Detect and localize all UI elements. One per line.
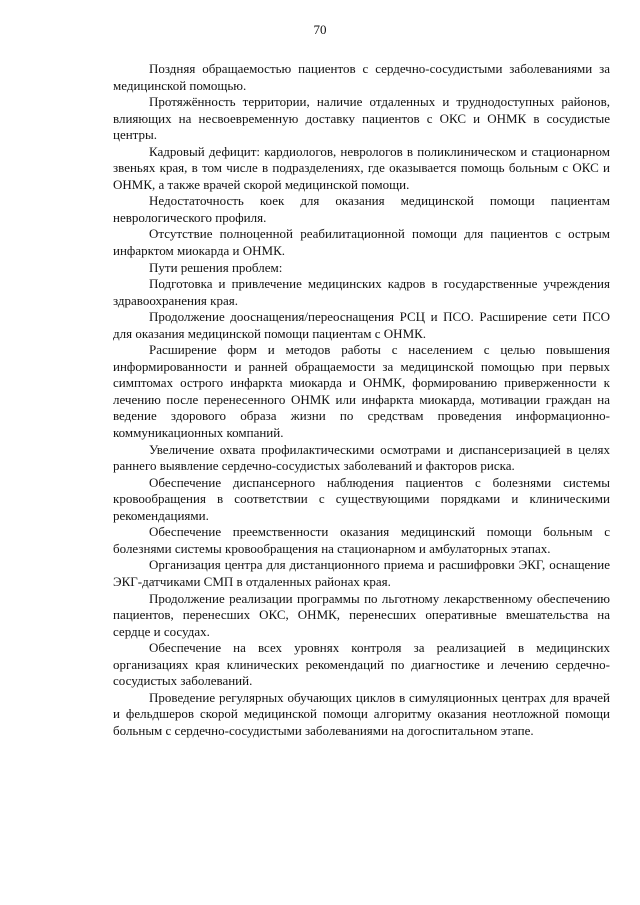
paragraph-screening: Увеличение охвата профилактическими осмотрами и диспансеризацией в целях раннего выявление сердечно-сосудистых заболеваний и факторов риска. (113, 441, 610, 474)
paragraph-public-awareness: Расширение форм и методов работы с населением с целью повышения информированности и ранней обращаемости за медицинской помощью при первых симптомах острого инфаркта миокарда и ОНМК, формированию приверженности к лечению после перенесенного ОНМК или инфаркта миокарда, мотивации граждан на ведение здорового образа жизни по средствам проведения информационно-коммуникационных компаний. (113, 342, 610, 441)
page-number: 70 (313, 22, 327, 37)
paragraph-late-appeal: Поздняя обращаемостью пациентов с сердечно-сосудистыми заболеваниями за медицинской помощью. (113, 61, 610, 93)
paragraph-equipment: Продолжение дооснащения/переоснащения РСЦ и ПСО. Расширение сети ПСО для оказания медицинской помощи пациентам с ОНМК. (113, 309, 610, 341)
paragraph-staff-training: Подготовка и привлечение медицинских кадров в государственные учреждения здравоохранения края. (113, 276, 610, 308)
paragraph-simulation-training: Проведение регулярных обучающих циклов в симуляционных центрах для врачей и фельдшеров скорой медицинской помощи алгоритму оказания неотложной помощи больным с сердечно-сосудистыми заболеваниями на догоспитальном этапе. (113, 689, 610, 738)
paragraph-solutions-heading: Пути решения проблем: (149, 259, 283, 275)
paragraph-dispensary: Обеспечение диспансерного наблюдения пациентов с болезнями системы кровообращения в соответствии с существующими порядками и клиническими рекомендациями. (113, 474, 610, 523)
paragraph-bed-shortage: Недостаточность коек для оказания медицинской помощи пациентам неврологического профиля. (113, 193, 610, 225)
paragraph-rehabilitation: Отсутствие полноценной реабилитационной помощи для пациентов с острым инфарктом миокарда и ОНМК. (113, 226, 610, 259)
paragraph-staff-shortage: Кадровый дефицит: кардиологов, неврологов в поликлиническом и стационарном звеньях края, в том числе в подразделениях, где оказывается помощь больным с ОКС и ОНМК, а также врачей скорой медицинской помощи. (113, 143, 610, 192)
document-body (113, 61, 610, 739)
paragraph-continuity: Обеспечение преемственности оказания медицинский помощи больным с болезнями системы кровообращения на стационарном и амбулаторных этапах. (113, 524, 610, 556)
paragraph-ecg-center: Организация центра для дистанционного приема и расшифровки ЭКГ, оснащение ЭКГ-датчиками СМП в отдаленных районах края. (113, 557, 610, 589)
paragraph-territory: Протяжённость территории, наличие отдаленных и труднодоступных районов, влияющих на несвоевременную доставку пациентов с ОКС и ОНМК в сосудистые центры. (113, 94, 610, 143)
paragraph-guidelines-control: Обеспечение на всех уровнях контроля за реализацией в медицинских организациях края клинических рекомендаций по диагностике и лечению сердечно-сосудистых заболеваний. (113, 640, 610, 689)
paragraph-drug-program: Продолжение реализации программы по льготному лекарственному обеспечению пациентов, перенесших ОКС, ОНМК, перенесших оперативные вмешательства на сердце и сосудах. (113, 590, 610, 639)
